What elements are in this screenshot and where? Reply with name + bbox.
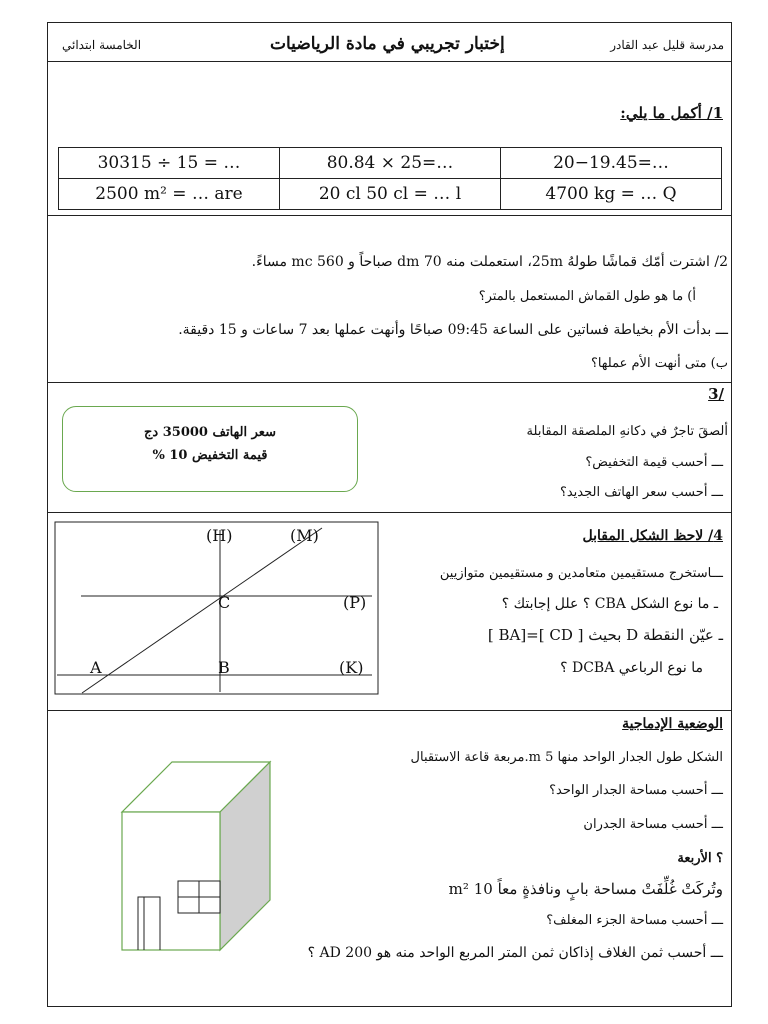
label-K: (K) bbox=[339, 658, 364, 677]
calc-cell: 20−19.45=… bbox=[501, 148, 722, 179]
q2-line: أ) ما هو طول القماش المستعمل بالمتر؟ bbox=[478, 289, 696, 304]
q2-line: ب) متى أنهت الأم عملها؟ bbox=[590, 356, 728, 371]
q4-line: ـــاستخرج مستقيمين متعامدين و مستقيمين متوازيين bbox=[439, 566, 723, 581]
calc-cell: 20 cl 50 cl = … l bbox=[280, 179, 501, 210]
label-B: B bbox=[218, 658, 230, 677]
calc-cell: 2500 m² = … are bbox=[59, 179, 280, 210]
q1-title: 1/ أكمل ما يلي: bbox=[620, 104, 723, 122]
q4-line: ما نوع الرباعي DCBA ؟ bbox=[560, 660, 703, 676]
q3-line: ـــ أحسب سعر الهاتف الجديد؟ bbox=[559, 485, 723, 500]
calc-cell: 30315 ÷ 15 = … bbox=[59, 148, 280, 179]
label-A: A bbox=[90, 658, 102, 677]
q3-number: /3 bbox=[708, 385, 724, 403]
situation-line: وتُركَتْ غُلِّفَتْ مساحة بابٍ ونافذةٍ معاً 10 m² bbox=[448, 880, 723, 898]
q4-line: ـ عيّن النقطة D بحيث [ CD ]=[BA ] bbox=[487, 626, 723, 644]
q4-line: ـ ما نوع الشكل CBA ؟ علل إجابتك ؟ bbox=[501, 596, 718, 612]
situation-line: ـــ أحسب ثمن الغلاف إذاكان ثمن المتر المربع الواحد منه هو 200 AD ؟ bbox=[307, 945, 723, 961]
q2-line: ـــ بدأت الأم بخياطة فساتين على الساعة 09:45 صباحًا وأنهت عملها بعد 7 ساعات و 15 دقيقة. bbox=[178, 322, 728, 338]
poster-price: سعر الهاتف 35000 دج bbox=[144, 425, 276, 440]
situation-line: الشكل طول الجدار الواحد منها 5 m.مربعة قاعة الاستقبال bbox=[410, 750, 723, 765]
q3-line: ـــ أحسب قيمة التخفيض؟ bbox=[585, 455, 723, 470]
label-H: (H) bbox=[206, 526, 233, 545]
situation-line: ـــ أحسب مساحة الجزء المغلف؟ bbox=[546, 913, 723, 928]
situation-line: ؟ الأربعة bbox=[677, 851, 723, 866]
q3-line: ألصقَ تاجرٌ في دكانهِ الملصقة المقابلة bbox=[526, 424, 728, 439]
poster-discount: قيمة التخفيض 10 % bbox=[152, 448, 268, 463]
label-P: (P) bbox=[343, 593, 367, 612]
page-title: إختبار تجريبي في مادة الرياضيات bbox=[270, 34, 505, 54]
q4-title: 4/ لاحظ الشكل المقابل bbox=[582, 528, 723, 544]
label-C: C bbox=[218, 593, 231, 612]
grade-level: الخامسة ابتدائي bbox=[62, 38, 142, 52]
label-M: (M) bbox=[290, 526, 319, 545]
q2-line: 2/ اشترت أمّك قماشًا طولهُ 25m، استعملت منه 70 dm صباحاً و 560 mc مساءً. bbox=[251, 254, 728, 270]
situation-title: الوضعية الإدماجية bbox=[622, 716, 723, 732]
situation-line: ـــ أحسب مساحة الجدار الواحد؟ bbox=[549, 783, 723, 798]
calc-cell: 80.84 × 25=… bbox=[280, 148, 501, 179]
situation-line: ـــ أحسب مساحة الجدران bbox=[583, 817, 723, 832]
calc-cell: 4700 kg = … Q bbox=[501, 179, 722, 210]
school-name: مدرسة قليل عبد القادر bbox=[610, 38, 724, 52]
